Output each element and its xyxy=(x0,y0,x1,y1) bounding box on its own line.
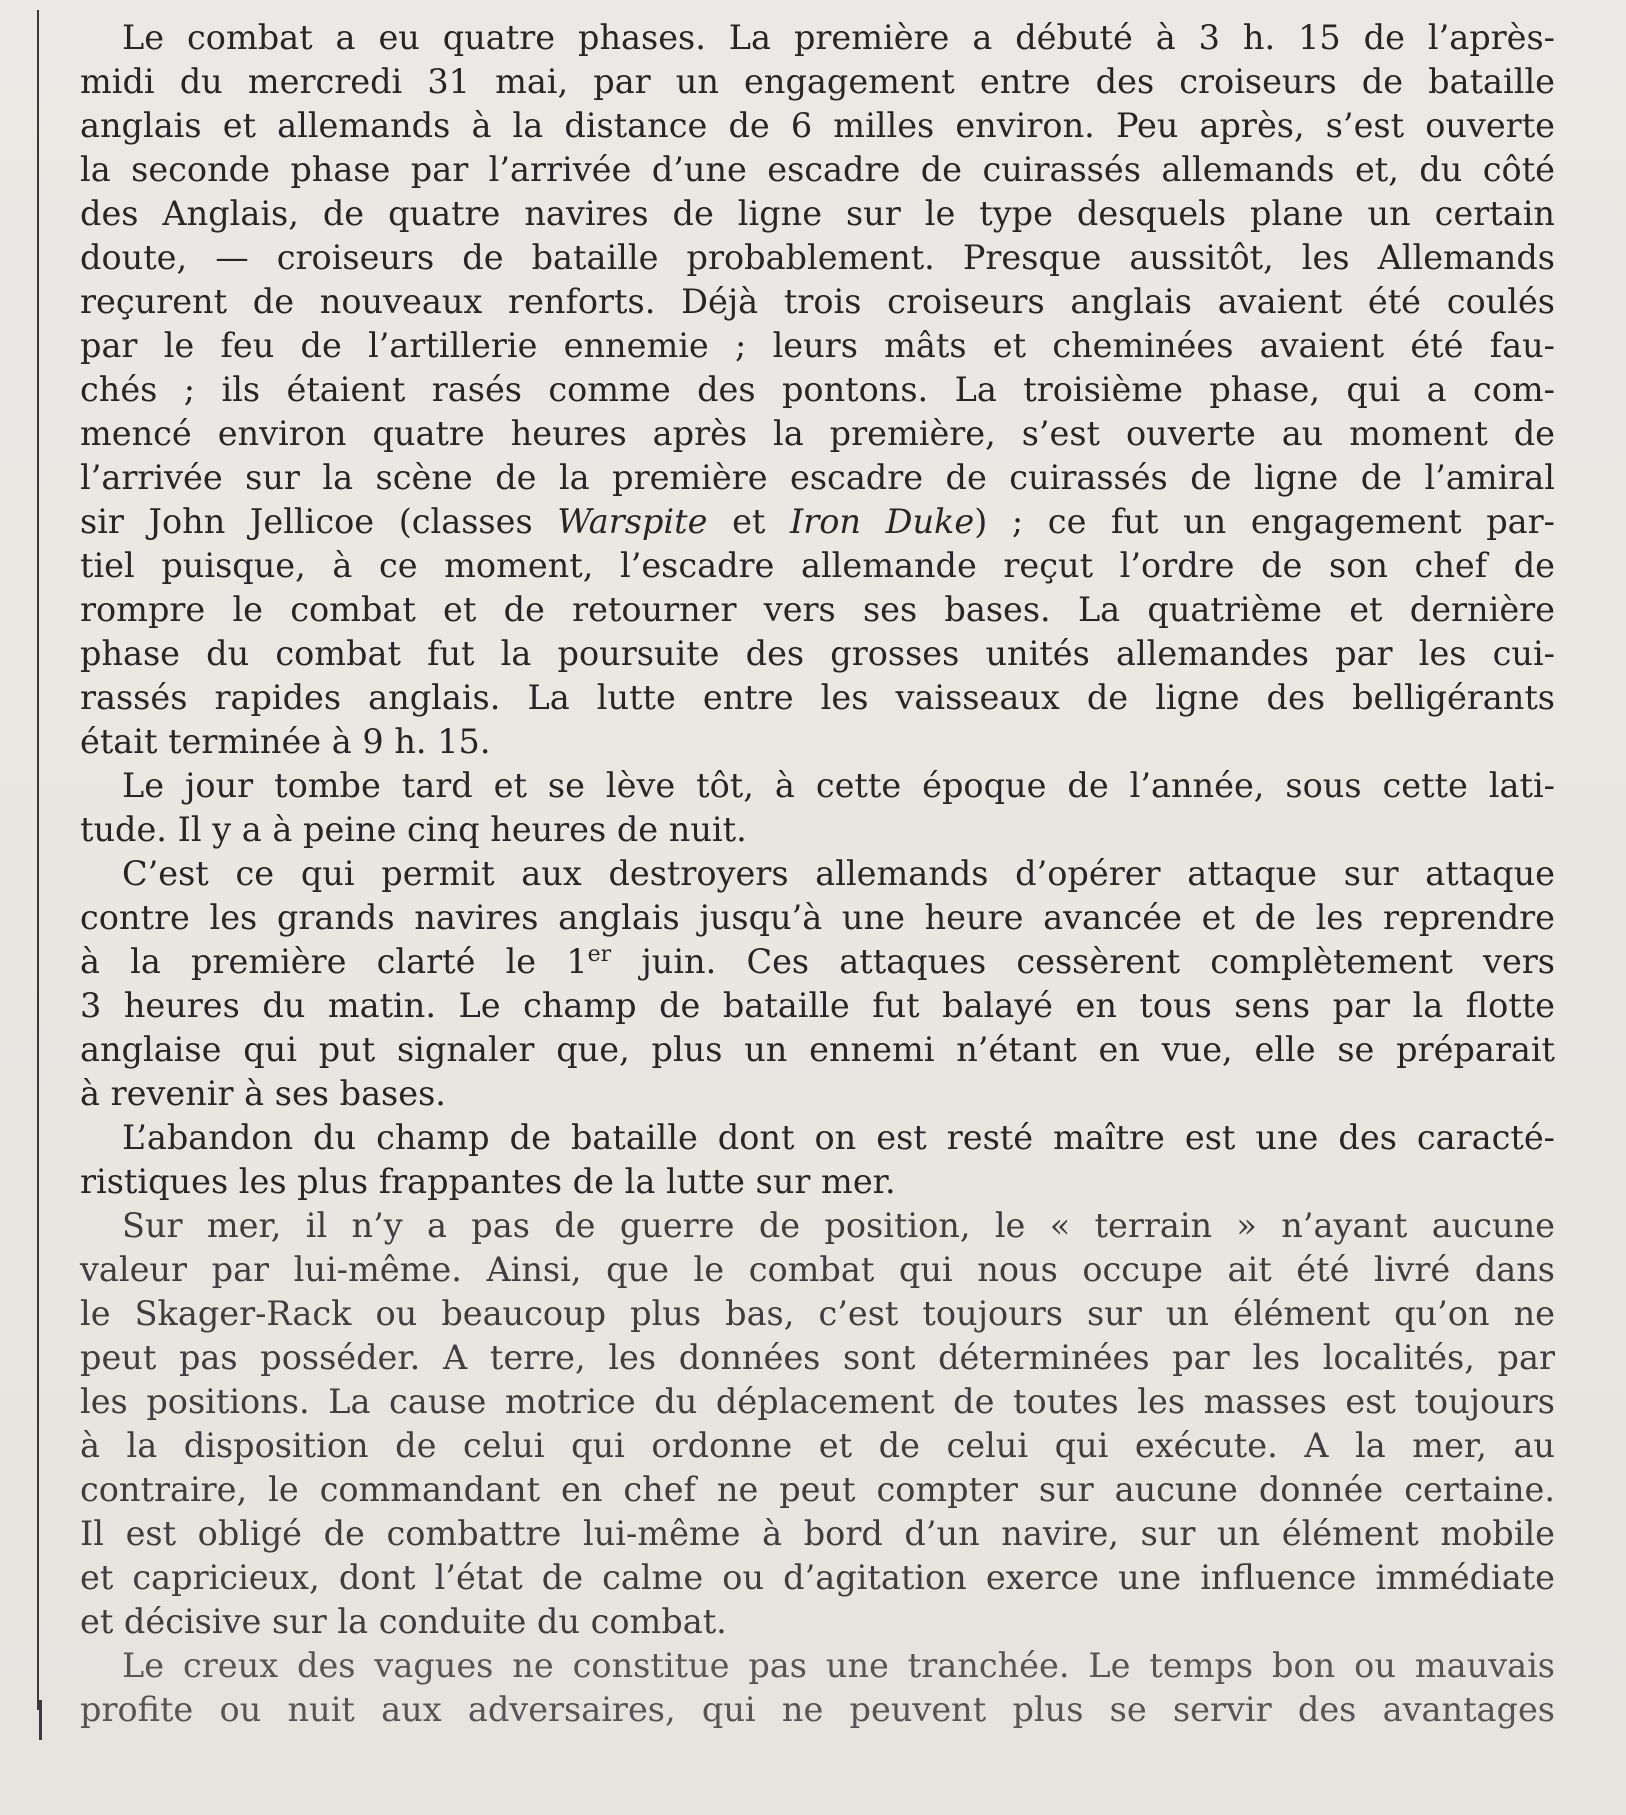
text-line: à revenir à ses bases. xyxy=(80,1074,446,1113)
text-line: tiel puisque, à ce moment, l’escadre allemande reçut l’ordre de son chef de xyxy=(80,546,1555,585)
text-line-date xyxy=(80,940,1555,984)
text-line: anglaise qui put signaler que, plus un ennemi n’étant en vue, elle se préparait xyxy=(80,1030,1555,1069)
text-line: Le creux des vagues ne constitue pas une tranchée. Le temps bon ou mauvais xyxy=(122,1646,1555,1685)
text-line: ristiques les plus frappantes de la lutte sur mer. xyxy=(80,1162,896,1201)
text-line: et décisive sur la conduite du combat. xyxy=(80,1602,727,1641)
ship-class-iron-duke: Iron Duke xyxy=(790,502,975,541)
body-text xyxy=(80,16,1555,1732)
text-line: et capricieux, dont l’état de calme ou d’agitation exerce une influence immédiate xyxy=(80,1558,1555,1597)
margin-rule-mark xyxy=(39,1700,42,1740)
text-line: midi du mercredi 31 mai, par un engagement entre des croiseurs de bataille xyxy=(80,62,1555,101)
text-line-classes xyxy=(80,500,1555,544)
text-line: Sur mer, il n’y a pas de guerre de position, le « terrain » n’ayant aucune xyxy=(122,1206,1555,1245)
text-line: contre les grands navires anglais jusqu’à une heure avancée et de les reprendre xyxy=(80,898,1555,937)
text-line: à la disposition de celui qui ordonne et de celui qui exécute. A la mer, au xyxy=(80,1426,1555,1465)
text-line: rompre le combat et de retourner vers ses bases. La quatrième et dernière xyxy=(80,590,1555,629)
ship-class-warspite: Warspite xyxy=(557,502,708,541)
text-line: phase du combat fut la poursuite des grosses unités allemandes par les cui- xyxy=(80,634,1555,673)
text-line: les positions. La cause motrice du déplacement de toutes les masses est toujours xyxy=(80,1382,1555,1421)
text-line: contraire, le commandant en chef ne peut compter sur aucune donnée certaine. xyxy=(80,1470,1555,1509)
text-line: tude. Il y a à peine cinq heures de nuit. xyxy=(80,810,747,849)
text-line: peut pas posséder. A terre, les données sont déterminées par les localités, par xyxy=(80,1338,1555,1377)
paragraph-4 xyxy=(80,1116,1555,1204)
text-line: des Anglais, de quatre navires de ligne sur le type desquels plane un certain xyxy=(80,194,1555,233)
text-segment: juin. Ces attaques cessèrent complètement vers xyxy=(611,942,1555,981)
text-line: par le feu de l’artillerie ennemie ; leurs mâts et cheminées avaient été fau- xyxy=(80,326,1555,365)
text-line: chés ; ils étaient rasés comme des pontons. La troisième phase, qui a com- xyxy=(80,370,1555,409)
text-line: 3 heures du matin. Le champ de bataille fut balayé en tous sens par la flotte xyxy=(80,986,1555,1025)
text-line: le Skager-Rack ou beaucoup plus bas, c’est toujours sur un élément qu’on ne xyxy=(80,1294,1555,1333)
text-line: était terminée à 9 h. 15. xyxy=(80,722,491,761)
text-line: la seconde phase par l’arrivée d’une escadre de cuirassés allemands et, du côté xyxy=(80,150,1555,189)
text-line: mencé environ quatre heures après la première, s’est ouverte au moment de xyxy=(80,414,1555,453)
text-line: Le jour tombe tard et se lève tôt, à cette époque de l’année, sous cette lati- xyxy=(122,766,1555,805)
text-line: valeur par lui-même. Ainsi, que le combat qui nous occupe ait été livré dans xyxy=(80,1250,1555,1289)
margin-rule xyxy=(37,10,39,1710)
text-segment: à la première clarté le 1 xyxy=(80,942,588,981)
text-segment: ) ; ce fut un engagement par- xyxy=(974,502,1555,541)
text-line: profite ou nuit aux adversaires, qui ne peuvent plus se servir des avantages xyxy=(80,1690,1555,1729)
ordinal-superscript: er xyxy=(587,941,612,967)
paragraph-2 xyxy=(80,764,1555,852)
text-line: rassés rapides anglais. La lutte entre les vaisseaux de ligne des belligérants xyxy=(80,678,1555,717)
text-line: L’abandon du champ de bataille dont on est resté maître est une des caracté- xyxy=(122,1118,1555,1157)
text-line: C’est ce qui permit aux destroyers allemands d’opérer attaque sur attaque xyxy=(122,854,1555,893)
text-segment: sir John Jellicoe (classes xyxy=(80,502,558,541)
text-line: l’arrivée sur la scène de la première escadre de cuirassés de ligne de l’amiral xyxy=(80,458,1555,497)
paragraph-5 xyxy=(80,1204,1555,1644)
text-segment: et xyxy=(707,502,790,541)
text-line: anglais et allemands à la distance de 6 milles environ. Peu après, s’est ouverte xyxy=(80,106,1555,145)
text-line: doute, — croiseurs de bataille probablement. Presque aussitôt, les Allemands xyxy=(80,238,1555,277)
text-line: Le combat a eu quatre phases. La première a débuté à 3 h. 15 de l’après- xyxy=(122,18,1555,57)
text-line: reçurent de nouveaux renforts. Déjà trois croiseurs anglais avaient été coulés xyxy=(80,282,1555,321)
paragraph-6 xyxy=(80,1644,1555,1732)
text-line: Il est obligé de combattre lui-même à bord d’un navire, sur un élément mobile xyxy=(80,1514,1555,1553)
paragraph-1 xyxy=(80,16,1555,764)
paragraph-3 xyxy=(80,852,1555,1116)
